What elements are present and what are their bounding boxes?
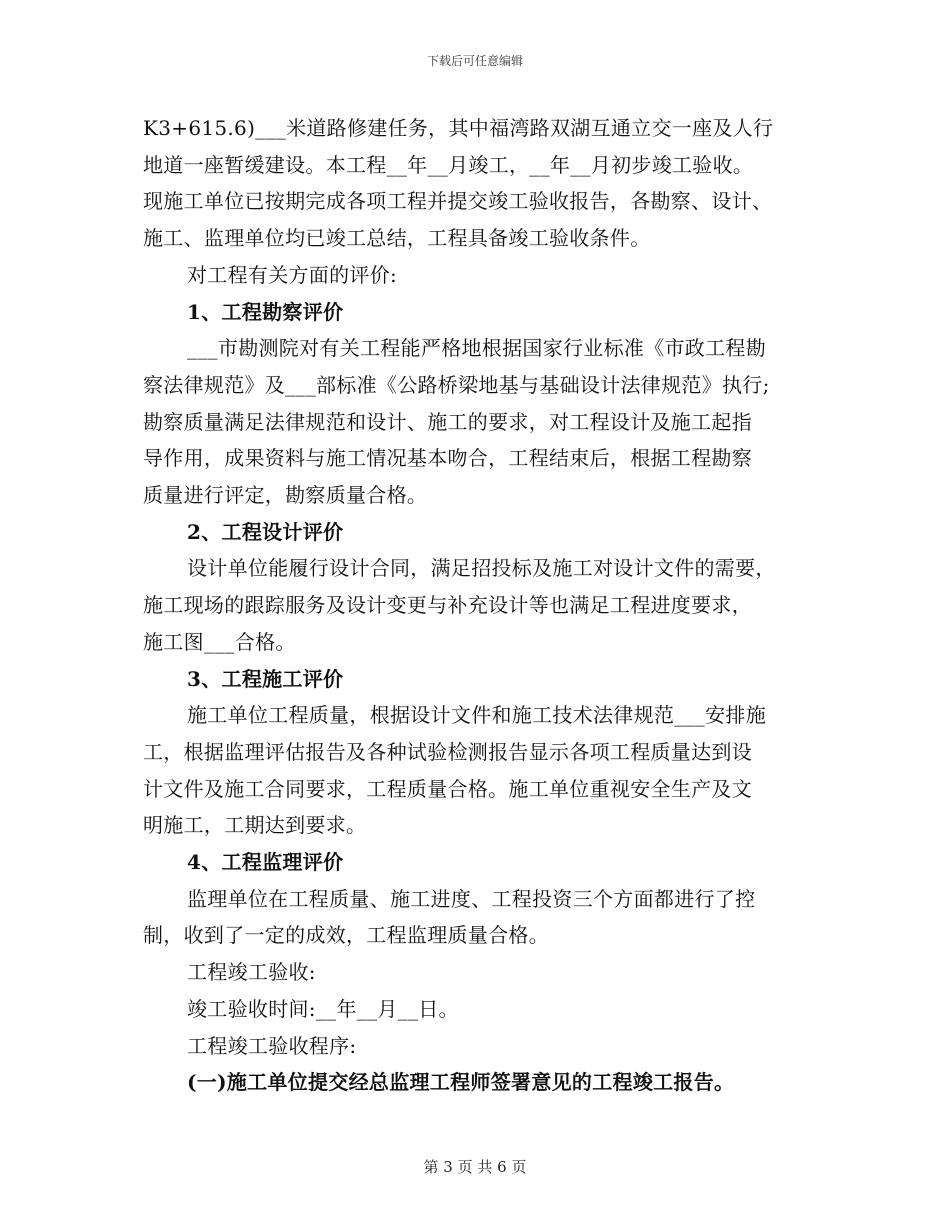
paragraph-line: 明施工，工期达到要求。 <box>143 813 367 838</box>
paragraph-line: 现施工单位已按期完成各项工程并提交竣工验收报告，各勘察、设计、 <box>143 189 773 214</box>
paragraph-line: ___市勘测院对有关工程能严格地根据国家行业标准《市政工程勘 <box>187 336 766 361</box>
paragraph-line: 施工、监理单位均已竣工总结，工程具备竣工验收条件。 <box>143 226 651 251</box>
page-header: 下载后可任意编辑 <box>426 54 523 68</box>
paragraph-line: 导作用，成果资料与施工情况基本吻合，工程结束后，根据工程勘察 <box>143 446 752 471</box>
procedure-step-one: (一)施工单位提交经总监理工程师签署意见的工程竣工报告。 <box>187 1070 735 1095</box>
section-intro: 对工程有关方面的评价: <box>187 262 398 287</box>
paragraph-line: 地道一座暂缓建设。本工程__年__月竣工，__年__月初步竣工验收。 <box>143 152 754 177</box>
paragraph-line: 工程竣工验收: <box>187 960 316 985</box>
paragraph-line: 工程竣工验收程序: <box>187 1033 357 1058</box>
paragraph-line: 制，收到了一定的成效，工程监理质量合格。 <box>143 923 549 948</box>
paragraph-line: 监理单位在工程质量、施工进度、工程投资三个方面都进行了控 <box>187 886 756 911</box>
section-heading-construction: 3、工程施工评价 <box>187 666 344 691</box>
paragraph-line: 设计单位能履行设计合同，满足招投标及施工对设计文件的需要， <box>187 556 776 581</box>
document-body <box>143 110 815 1101</box>
paragraph-line: K3+615.6)___米道路修建任务，其中福湾路双湖互通立交一座及人行 <box>143 116 774 140</box>
paragraph-line: 施工图___合格。 <box>143 629 296 654</box>
page-number: 第 3 页 共 6 页 <box>423 1158 527 1176</box>
paragraph-line: 计文件及施工合同要求，工程质量合格。施工单位重视安全生产及文 <box>143 776 752 801</box>
paragraph-line: 施工单位工程质量，根据设计文件和施工技术法律规范___安排施 <box>187 703 766 728</box>
paragraph-line: 竣工验收时间:__年__月__日。 <box>187 996 459 1021</box>
paragraph-line: 工，根据监理评估报告及各种试验检测报告显示各项工程质量达到设 <box>143 739 752 764</box>
paragraph-line: 质量进行评定，勘察质量合格。 <box>143 483 428 508</box>
paragraph-line: 察法律规范》及___部标准《公路桥梁地基与基础设计法律规范》执行; <box>143 372 770 397</box>
paragraph-line: 施工现场的跟踪服务及设计变更与补充设计等也满足工程进度要求， <box>143 593 752 618</box>
paragraph-line: 勘察质量满足法律规范和设计、施工的要求，对工程设计及施工起指 <box>143 409 752 434</box>
section-heading-survey: 1、工程勘察评价 <box>187 299 344 324</box>
section-heading-design: 2、工程设计评价 <box>187 519 344 544</box>
section-heading-supervision: 4、工程监理评价 <box>187 850 344 875</box>
